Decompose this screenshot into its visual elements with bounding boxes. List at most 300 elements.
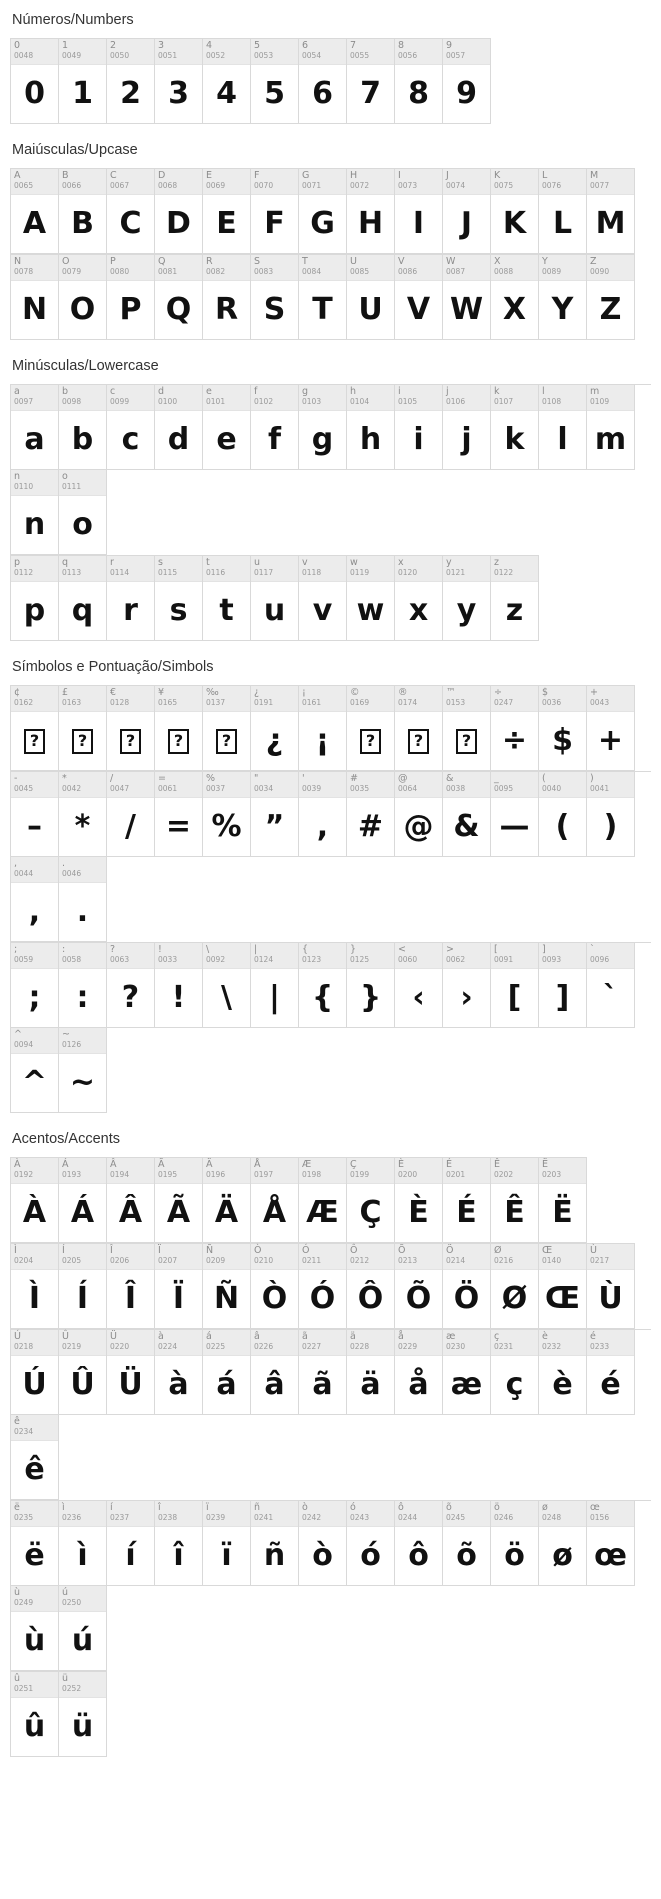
glyph-meta (443, 255, 490, 281)
glyph-preview: É (456, 1195, 477, 1230)
glyph-code-label: 0214 (446, 1256, 466, 1265)
glyph-cell[interactable] (203, 1501, 251, 1586)
glyph-cell[interactable] (299, 255, 347, 340)
glyph-cell[interactable] (539, 772, 587, 857)
glyph-preview: Ü (118, 1367, 143, 1402)
glyph-cell[interactable] (203, 39, 251, 124)
glyph-cell[interactable] (443, 1330, 491, 1415)
glyph-cell[interactable] (491, 1330, 539, 1415)
glyph-cell[interactable] (155, 1501, 203, 1586)
glyph-cell[interactable] (107, 1501, 155, 1586)
glyph-meta (443, 169, 490, 195)
glyph-code-label: 0234 (14, 1427, 34, 1436)
glyph-preview: 8 (408, 76, 429, 111)
glyph-cell[interactable] (299, 943, 347, 1028)
glyph-cell[interactable] (395, 255, 443, 340)
glyph-cell[interactable] (107, 1330, 155, 1415)
glyph-cell[interactable] (251, 1158, 299, 1243)
glyph-char-label: R (206, 256, 213, 267)
glyph-meta (347, 943, 394, 969)
glyph-preview: G (310, 206, 335, 241)
glyph-preview: 3 (168, 76, 189, 111)
glyph-char-label: í (110, 1502, 113, 1513)
glyph-code-label: 0193 (62, 1170, 82, 1179)
glyph-meta (347, 1244, 394, 1270)
glyph-cell[interactable] (347, 1501, 395, 1586)
glyph-cell[interactable] (251, 1244, 299, 1329)
glyph-cell[interactable] (251, 169, 299, 254)
glyph-meta (11, 385, 58, 411)
glyph-cell[interactable] (491, 1244, 539, 1329)
glyph-code-label: 0055 (350, 51, 370, 60)
glyph-char-label: o (62, 471, 68, 482)
glyph-cell[interactable] (203, 1158, 251, 1243)
glyph-cell[interactable] (539, 1330, 587, 1415)
glyph-char-label: f (254, 386, 258, 397)
notdef-box-icon: ? (72, 729, 93, 754)
glyph-meta (59, 1501, 106, 1527)
glyph-preview: ñ (263, 1538, 286, 1573)
glyph-preview: V (406, 292, 431, 327)
glyph-cell[interactable] (539, 1244, 587, 1329)
glyph-code-label: 0102 (254, 397, 274, 406)
glyph-cell[interactable] (155, 772, 203, 857)
glyph-cell[interactable] (443, 385, 491, 470)
glyph-code-label: 0077 (590, 181, 610, 190)
glyph-cell[interactable] (539, 943, 587, 1028)
glyph-cell[interactable] (491, 255, 539, 340)
glyph-cell[interactable] (59, 1501, 107, 1586)
glyph-cell[interactable] (203, 385, 251, 470)
glyph-meta (11, 1330, 58, 1356)
glyph-preview: u (263, 593, 286, 628)
glyph-cell[interactable] (107, 1244, 155, 1329)
glyph-cell[interactable] (443, 169, 491, 254)
glyph-cell[interactable] (59, 1672, 107, 1757)
glyph-cell[interactable] (155, 1244, 203, 1329)
glyph-cell[interactable] (347, 1158, 395, 1243)
glyph-code-label: 0112 (14, 568, 34, 577)
glyph-meta (251, 772, 298, 798)
glyph-code-label: 0069 (206, 181, 226, 190)
glyph-cell[interactable] (11, 686, 59, 771)
glyph-cell[interactable] (107, 255, 155, 340)
glyph-meta (587, 686, 634, 712)
glyph-code-label: 0228 (350, 1342, 370, 1351)
glyph-cell[interactable] (251, 39, 299, 124)
glyph-cell[interactable] (155, 1330, 203, 1415)
glyph-cell[interactable] (299, 1501, 347, 1586)
glyph-preview: ^ (21, 1065, 48, 1100)
glyph-preview: œ (594, 1538, 627, 1573)
glyph-preview: W (449, 292, 484, 327)
glyph-char-label: H (350, 170, 358, 181)
glyph-cell[interactable] (59, 255, 107, 340)
glyph-preview: E (216, 206, 237, 241)
glyph-char-label: ø (542, 1502, 548, 1513)
glyph-cell[interactable] (299, 39, 347, 124)
glyph-code-label: 0084 (302, 267, 322, 276)
glyph-cell[interactable] (395, 1330, 443, 1415)
glyph-cell[interactable] (299, 556, 347, 641)
glyph-meta (251, 1158, 298, 1184)
glyph-code-label: 0089 (542, 267, 562, 276)
glyph-preview: Ó (309, 1281, 336, 1316)
glyph-cell[interactable] (539, 686, 587, 771)
glyph-meta (395, 169, 442, 195)
glyph-cell[interactable] (395, 1158, 443, 1243)
glyph-cell[interactable] (11, 1415, 59, 1500)
glyph-char-label: } (350, 944, 357, 955)
glyph-cell[interactable] (299, 686, 347, 771)
glyph-cell[interactable] (347, 772, 395, 857)
glyph-cell[interactable] (491, 943, 539, 1028)
glyph-char-label: £ (62, 687, 69, 698)
glyph-char-label: N (14, 256, 22, 267)
glyph-preview: Å (262, 1195, 287, 1230)
glyph-char-label: $ (542, 687, 549, 698)
glyph-code-label: 0206 (110, 1256, 130, 1265)
glyph-cell[interactable] (347, 1244, 395, 1329)
glyph-cell[interactable] (395, 686, 443, 771)
glyph-cell[interactable] (203, 1330, 251, 1415)
glyph-char-label: ? (110, 944, 116, 955)
glyph-code-label: 0212 (350, 1256, 370, 1265)
glyph-meta (539, 1501, 586, 1527)
glyph-cell[interactable] (107, 1158, 155, 1243)
glyph-cell[interactable] (59, 943, 107, 1028)
glyph-meta (347, 1330, 394, 1356)
glyph-cell[interactable] (443, 943, 491, 1028)
glyph-cell[interactable] (587, 1501, 635, 1586)
glyph-cell[interactable] (491, 556, 539, 641)
glyph-cell[interactable] (587, 169, 635, 254)
glyph-cell[interactable] (395, 385, 443, 470)
glyph-cell[interactable] (299, 1244, 347, 1329)
glyph-code-label: 0095 (494, 784, 514, 793)
glyph-cell[interactable] (203, 772, 251, 857)
glyph-code-label: 0054 (302, 51, 322, 60)
glyph-code-label: 0060 (398, 955, 418, 964)
glyph-char-label: U (350, 256, 357, 267)
glyph-cell[interactable] (587, 1330, 635, 1415)
glyph-cell[interactable] (11, 1028, 59, 1113)
glyph-cell[interactable] (11, 857, 59, 942)
glyph-char-label: D (158, 170, 166, 181)
glyph-cell[interactable] (251, 556, 299, 641)
glyph-cell[interactable] (251, 1330, 299, 1415)
glyph-meta (491, 1158, 538, 1184)
glyph-cell[interactable] (539, 255, 587, 340)
glyph-meta (587, 1330, 634, 1356)
glyph-cell[interactable] (59, 772, 107, 857)
glyph-preview: c (121, 422, 140, 457)
glyph-char-label: I (398, 170, 401, 181)
glyph-char-label: ó (350, 1502, 356, 1513)
glyph-cell[interactable] (11, 385, 59, 470)
glyph-cell[interactable] (155, 255, 203, 340)
glyph-char-label: ú (62, 1587, 69, 1598)
glyph-cell[interactable] (203, 169, 251, 254)
glyph-cell[interactable] (59, 470, 107, 555)
glyph-cell[interactable] (443, 1244, 491, 1329)
glyph-preview: q (71, 593, 94, 628)
glyph-preview: v (312, 593, 333, 628)
glyph-cell[interactable] (347, 1330, 395, 1415)
glyph-preview: , (28, 894, 41, 929)
glyph-meta (443, 556, 490, 582)
glyph-cell[interactable] (491, 772, 539, 857)
glyph-cell[interactable] (107, 385, 155, 470)
glyph-cell[interactable] (587, 772, 635, 857)
glyph-cell[interactable] (395, 943, 443, 1028)
glyph-cell[interactable] (491, 1158, 539, 1243)
glyph-code-label: 0231 (494, 1342, 514, 1351)
glyph-meta (155, 772, 202, 798)
glyph-meta (155, 556, 202, 582)
glyph-cell[interactable] (539, 1501, 587, 1586)
glyph-code-label: 0068 (158, 181, 178, 190)
glyph-code-label: 0230 (446, 1342, 466, 1351)
glyph-preview: O (69, 292, 96, 327)
glyph-cell[interactable] (347, 385, 395, 470)
glyph-preview: 4 (216, 76, 237, 111)
glyph-preview: t (219, 593, 234, 628)
glyph-cell[interactable] (11, 255, 59, 340)
glyph-cell[interactable] (107, 686, 155, 771)
glyph-char-label: ï (206, 1502, 209, 1513)
glyph-meta (203, 385, 250, 411)
glyph-row-grid (10, 1243, 635, 1329)
glyph-preview: K (502, 206, 527, 241)
glyph-cell[interactable] (587, 385, 635, 470)
glyph-code-label: 0123 (302, 955, 322, 964)
glyph-cell[interactable] (299, 772, 347, 857)
glyph-cell[interactable] (11, 772, 59, 857)
glyph-cell[interactable] (155, 686, 203, 771)
glyph-cell[interactable] (59, 1244, 107, 1329)
glyph-row-grid (10, 1329, 651, 1500)
glyph-cell[interactable] (587, 255, 635, 340)
glyph-preview: ç (505, 1367, 524, 1402)
notdef-glyph (59, 712, 106, 770)
glyph-row-grid (10, 1157, 587, 1243)
glyph-code-label: 0053 (254, 51, 274, 60)
glyph-cell[interactable] (107, 943, 155, 1028)
glyph-meta (107, 1158, 154, 1184)
glyph-char-label: é (590, 1331, 596, 1342)
glyph-cell[interactable] (59, 857, 107, 942)
glyph-meta (107, 772, 154, 798)
glyph-cell[interactable] (107, 772, 155, 857)
glyph-char-label: ! (158, 944, 162, 955)
glyph-code-label: 0233 (590, 1342, 610, 1351)
glyph-char-label: y (446, 557, 452, 568)
glyph-cell[interactable] (491, 686, 539, 771)
glyph-char-label: 3 (158, 40, 165, 51)
glyph-cell[interactable] (107, 169, 155, 254)
glyph-code-label: 0093 (542, 955, 562, 964)
glyph-cell[interactable] (587, 943, 635, 1028)
glyph-preview: ) (603, 809, 618, 844)
glyph-meta (539, 1158, 586, 1184)
glyph-meta (443, 385, 490, 411)
glyph-code-label: 0074 (446, 181, 466, 190)
glyph-meta (395, 1158, 442, 1184)
glyph-char-label: Ù (590, 1245, 597, 1256)
glyph-preview: 1 (72, 76, 93, 111)
glyph-preview: , (316, 809, 329, 844)
glyph-char-label: ~ (62, 1029, 70, 1040)
glyph-cell[interactable] (299, 1158, 347, 1243)
glyph-cell[interactable] (203, 943, 251, 1028)
glyph-preview: Ä (214, 1195, 239, 1230)
glyph-cell[interactable] (107, 556, 155, 641)
glyph-char-label: X (494, 256, 501, 267)
glyph-cell[interactable] (491, 169, 539, 254)
glyph-cell[interactable] (395, 1501, 443, 1586)
glyph-code-label: 0203 (542, 1170, 562, 1179)
glyph-cell[interactable] (347, 39, 395, 124)
glyph-char-label: i (398, 386, 401, 397)
glyph-cell[interactable] (539, 1158, 587, 1243)
glyph-cell[interactable] (11, 556, 59, 641)
glyph-cell[interactable] (11, 1501, 59, 1586)
glyph-cell[interactable] (347, 686, 395, 771)
notdef-glyph (107, 712, 154, 770)
glyph-preview: Ã (166, 1195, 191, 1230)
glyph-cell[interactable] (203, 686, 251, 771)
glyph-cell[interactable] (587, 686, 635, 771)
glyph-cell[interactable] (443, 556, 491, 641)
glyph-cell[interactable] (251, 686, 299, 771)
glyph-cell[interactable] (155, 169, 203, 254)
glyph-cell[interactable] (59, 686, 107, 771)
glyph-cell[interactable] (59, 1330, 107, 1415)
glyph-char-label: @ (398, 773, 408, 784)
glyph-cell[interactable] (203, 556, 251, 641)
glyph-cell[interactable] (395, 39, 443, 124)
glyph-meta (59, 857, 106, 883)
glyph-cell[interactable] (251, 772, 299, 857)
glyph-code-label: 0251 (14, 1684, 34, 1693)
glyph-cell[interactable] (347, 169, 395, 254)
glyph-cell[interactable] (443, 772, 491, 857)
glyph-cell[interactable] (107, 39, 155, 124)
glyph-cell[interactable] (491, 1501, 539, 1586)
glyph-meta (299, 385, 346, 411)
glyph-char-label: = (158, 773, 166, 784)
glyph-cell[interactable] (11, 1330, 59, 1415)
glyph-cell[interactable] (395, 556, 443, 641)
glyph-cell[interactable] (155, 943, 203, 1028)
glyph-cell[interactable] (299, 1330, 347, 1415)
glyph-cell[interactable] (443, 1158, 491, 1243)
glyph-cell[interactable] (59, 39, 107, 124)
glyph-cell[interactable] (11, 39, 59, 124)
glyph-cell[interactable] (251, 385, 299, 470)
glyph-cell[interactable] (11, 1672, 59, 1757)
glyph-char-label: + (590, 687, 598, 698)
glyph-cell[interactable] (251, 943, 299, 1028)
glyph-cell[interactable] (443, 1501, 491, 1586)
glyph-char-label: A (14, 170, 21, 181)
glyph-preview: 6 (312, 76, 333, 111)
glyph-cell[interactable] (59, 169, 107, 254)
glyph-preview: M (595, 206, 626, 241)
glyph-cell[interactable] (395, 169, 443, 254)
glyph-cell[interactable] (395, 772, 443, 857)
glyph-preview: Ø (501, 1281, 528, 1316)
glyph-preview: 7 (360, 76, 381, 111)
glyph-cell[interactable] (251, 1501, 299, 1586)
glyph-cell[interactable] (155, 1158, 203, 1243)
glyph-cell[interactable] (491, 385, 539, 470)
glyph-cell[interactable] (11, 169, 59, 254)
glyph-cell[interactable] (587, 1244, 635, 1329)
glyph-preview: Z (599, 292, 622, 327)
glyph-char-label: Û (62, 1331, 69, 1342)
glyph-cell[interactable] (347, 556, 395, 641)
glyph-code-label: 0224 (158, 1342, 178, 1351)
glyph-cell[interactable] (155, 556, 203, 641)
glyph-cell[interactable] (59, 385, 107, 470)
glyph-row-grid (10, 942, 651, 1113)
glyph-code-label: 0217 (590, 1256, 610, 1265)
glyph-cell[interactable] (155, 39, 203, 124)
glyph-meta (251, 169, 298, 195)
glyph-cell[interactable] (203, 1244, 251, 1329)
glyph-meta (491, 169, 538, 195)
glyph-code-label: 0165 (158, 698, 178, 707)
glyph-cell[interactable] (443, 255, 491, 340)
glyph-meta (491, 1330, 538, 1356)
glyph-cell[interactable] (299, 169, 347, 254)
glyph-cell[interactable] (251, 255, 299, 340)
glyph-cell[interactable] (299, 385, 347, 470)
glyph-cell[interactable] (203, 255, 251, 340)
glyph-cell[interactable] (347, 255, 395, 340)
glyph-cell[interactable] (11, 1158, 59, 1243)
glyph-code-label: 0051 (158, 51, 178, 60)
glyph-cell[interactable] (347, 943, 395, 1028)
glyph-cell[interactable] (539, 385, 587, 470)
glyph-cell[interactable] (11, 943, 59, 1028)
glyph-meta (107, 1330, 154, 1356)
glyph-cell[interactable] (11, 1244, 59, 1329)
glyph-cell[interactable] (59, 1028, 107, 1113)
glyph-meta (539, 772, 586, 798)
glyph-code-label: 0174 (398, 698, 418, 707)
glyph-cell[interactable] (443, 686, 491, 771)
glyph-code-label: 0242 (302, 1513, 322, 1522)
glyph-cell[interactable] (11, 1586, 59, 1671)
glyph-section (10, 142, 651, 340)
glyph-code-label: 0241 (254, 1513, 274, 1522)
glyph-char-label: B (62, 170, 69, 181)
glyph-cell[interactable] (11, 470, 59, 555)
glyph-cell[interactable] (59, 1158, 107, 1243)
glyph-cell[interactable] (539, 169, 587, 254)
glyph-cell[interactable] (395, 1244, 443, 1329)
glyph-meta (59, 1158, 106, 1184)
glyph-cell[interactable] (443, 39, 491, 124)
glyph-char-label: ÷ (494, 687, 502, 698)
glyph-cell[interactable] (155, 385, 203, 470)
glyph-cell[interactable] (59, 556, 107, 641)
glyph-cell[interactable] (59, 1586, 107, 1671)
glyph-preview: À (22, 1195, 47, 1230)
